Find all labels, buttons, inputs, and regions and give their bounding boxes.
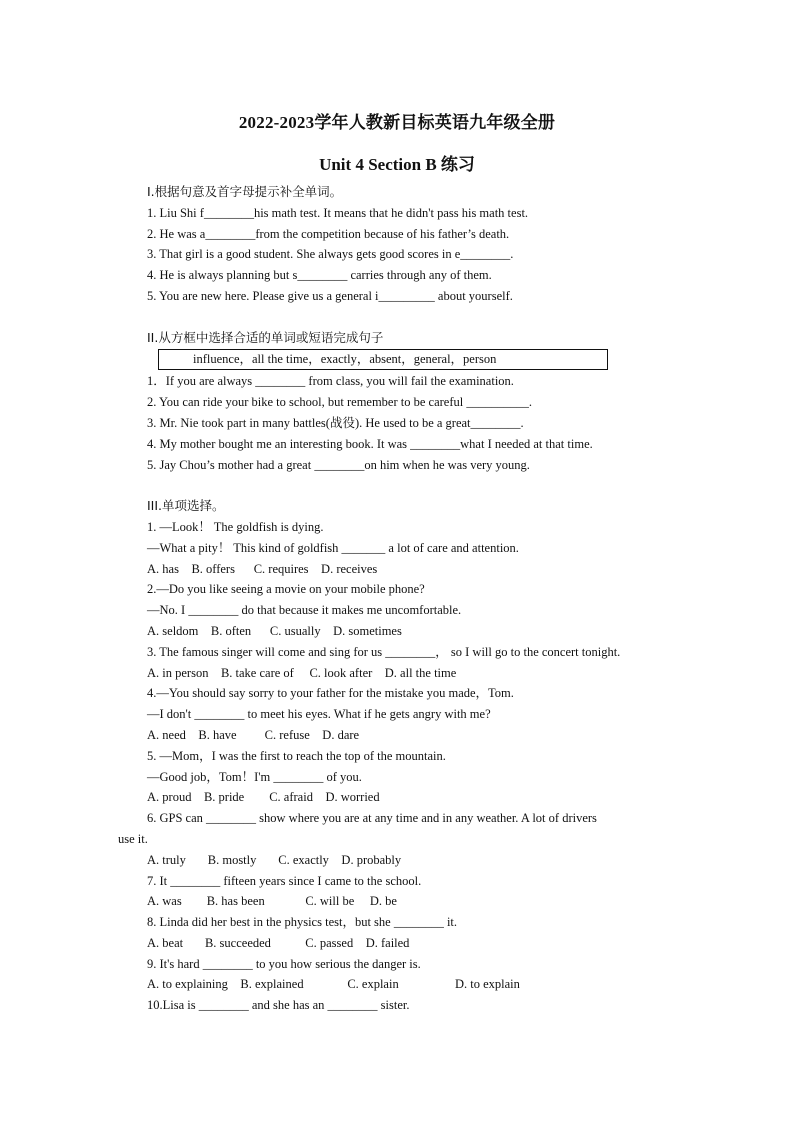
answer-options: A. truly B. mostly C. exactly D. probably <box>147 852 402 867</box>
answer-options: A. in person B. take care of C. look after D. all the time <box>147 665 457 680</box>
answer-options: A. seldom B. often C. usually D. sometimes <box>147 623 402 638</box>
question-line: —No. I ________ do that because it makes me uncomfortable. <box>147 603 462 618</box>
question-line: 1. —Look！ The goldfish is dying. <box>147 519 324 534</box>
answer-options: A. beat B. succeeded C. passed D. failed <box>147 935 410 950</box>
question-line: 4.—You should say sorry to your father for the mistake you made，Tom. <box>147 686 514 701</box>
spacer <box>118 307 678 328</box>
question-line: 9. It's hard ________ to you how serious the danger is. <box>147 956 421 971</box>
page-subtitle: Unit 4 Section B 练习 <box>319 155 475 174</box>
question-line: 3. The famous singer will come and sing for us ________， so I will go to the concert tonight. <box>147 644 621 659</box>
section-heading-3: III.单项选择。 <box>147 498 225 514</box>
question-line: 6. GPS can ________ show where you are at any time and in any weather. A lot of drivers <box>147 811 597 826</box>
question-line: 7. It ________ fifteen years since I came to the school. <box>147 873 422 888</box>
question-line: 2. He was a________from the competition because of his father’s death. <box>147 226 510 241</box>
question-line: —Good job，Tom！I'm ________ of you. <box>147 769 362 784</box>
word-bank-box: influence，all the time，exactly，absent，general，person <box>158 349 608 370</box>
spacer <box>118 475 678 496</box>
question-line: 10.Lisa is ________ and she has an ________ sister. <box>147 998 410 1013</box>
answer-options: A. need B. have C. refuse D. dare <box>147 727 360 742</box>
section-heading-2: II.从方框中选择合适的单词或短语完成句子 <box>147 329 384 345</box>
question-line: 3. That girl is a good student. She always gets good scores in e________. <box>147 247 514 262</box>
question-line: 4. My mother bought me an interesting book. It was ________what I needed at that time. <box>147 436 593 451</box>
question-line: 2.—Do you like seeing a movie on your mobile phone? <box>147 582 425 597</box>
answer-options: A. was B. has been C. will be D. be <box>147 894 397 909</box>
question-line: —What a pity！ This kind of goldfish _______ a lot of care and attention. <box>147 540 519 555</box>
question-line: 5. Jay Chou’s mother had a great ________on him when he was very young. <box>147 457 530 472</box>
page-title: 2022-2023学年人教新目标英语九年级全册 <box>238 113 556 132</box>
answer-options: A. to explaining B. explained C. explain D. to explain <box>147 977 520 992</box>
question-line: 5. You are new here. Please give us a general i_________ about yourself. <box>147 288 513 303</box>
question-line: 5. —Mom，I was the first to reach the top of the mountain. <box>147 748 446 763</box>
question-line-continued: use it. <box>118 831 148 846</box>
question-line: 4. He is always planning but s________ carries through any of them. <box>147 268 492 283</box>
question-line: 8. Linda did her best in the physics test，but she ________ it. <box>147 915 458 930</box>
worksheet-content <box>118 182 678 1016</box>
question-line: 1．If you are always ________ from class, you will fail the examination. <box>147 374 514 389</box>
answer-options: A. proud B. pride C. afraid D. worried <box>147 790 380 805</box>
answer-options: A. has B. offers C. requires D. receives <box>147 561 378 576</box>
question-line: 1. Liu Shi f________his math test. It means that he didn't pass his math test. <box>147 205 529 220</box>
question-line: —I don't ________ to meet his eyes. What if he gets angry with me? <box>147 707 491 722</box>
section-heading-1: I.根据句意及首字母提示补全单词。 <box>147 184 343 199</box>
question-line: 3. Mr. Nie took part in many battles(战役). He used to be a great________. <box>147 415 524 430</box>
question-line: 2. You can ride your bike to school, but remember to be careful __________. <box>147 395 532 410</box>
